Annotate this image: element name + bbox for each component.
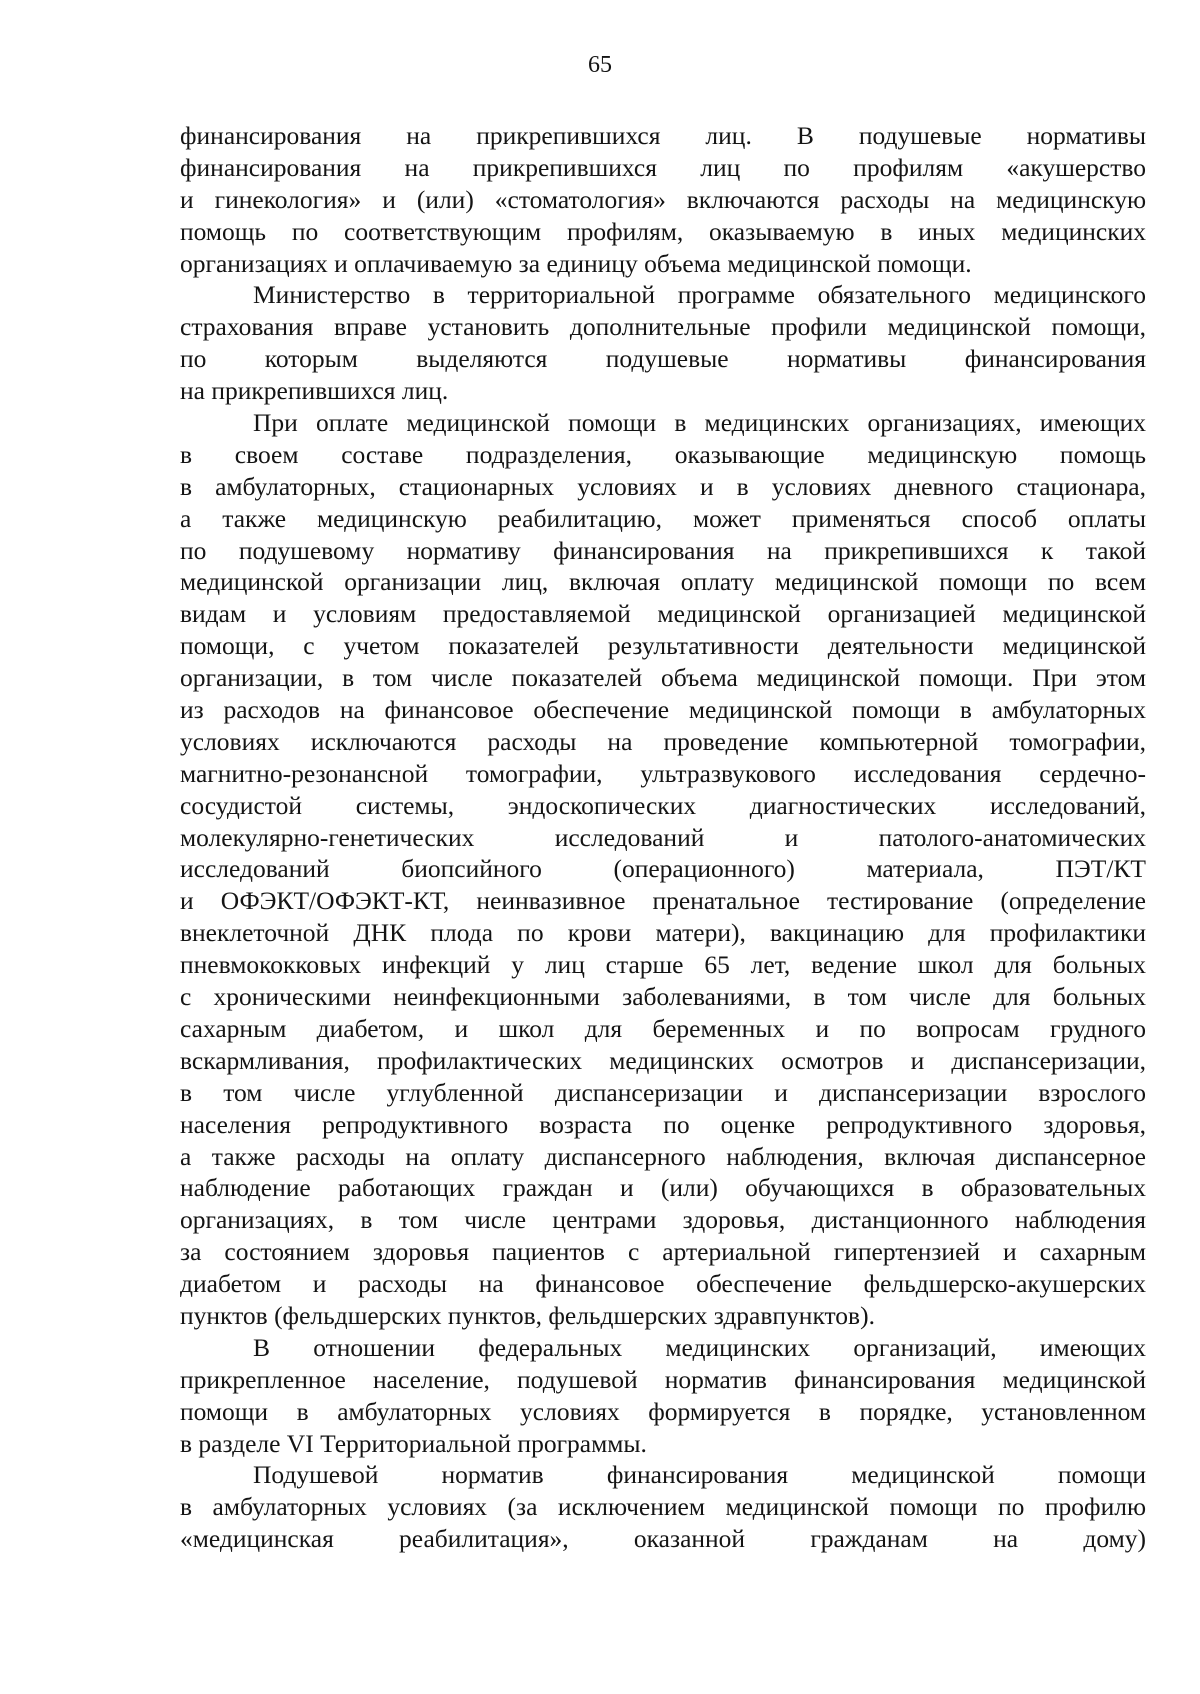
text-line: пунктов (фельдшерских пунктов, фельдшерских здравпунктов). [180,1300,875,1330]
text-line: Подушевой норматив финансирования медицинской помощи [253,1460,1146,1490]
text-line: за состоянием здоровья пациентов с артериальной гипертензией и сахарным [180,1237,1146,1267]
text-line: В отношении федеральных медицинских организаций, имеющих [253,1332,1146,1362]
text-line: молекулярно-генетических исследований и патолого-анатомических [180,822,1146,852]
text-line: по которым выделяются подушевые нормативы финансирования [180,344,1146,374]
text-line: а также медицинскую реабилитацию, может применяться способ оплаты [180,503,1146,533]
paragraph [180,1459,1146,1555]
text-line: страхования вправе установить дополнительные профили медицинской помощи, [180,312,1146,342]
text-line: видам и условиям предоставляемой медицинской организацией медицинской [180,599,1146,629]
text-line: организациях и оплачиваемую за единицу объема медицинской помощи. [180,248,972,278]
text-line: а также расходы на оплату диспансерного наблюдения, включая диспансерное [180,1141,1146,1171]
paragraph [180,1332,1146,1460]
text-line: медицинской организации лиц, включая оплату медицинской помощи по всем [180,567,1146,597]
text-line: в разделе VI Территориальной программы. [180,1428,647,1458]
text-line: в своем составе подразделения, оказывающие медицинскую помощь [180,439,1146,469]
text-line: и ОФЭКТ/ОФЭКТ-КТ, неинвазивное пренатальное тестирование (определение [180,886,1146,916]
text-line: помощи, с учетом показателей результативности деятельности медицинской [180,631,1146,661]
text-line: в том числе углубленной диспансеризации и диспансеризации взрослого [180,1077,1146,1107]
page-number: 65 [588,52,612,78]
text-line: внеклеточной ДНК плода по крови матери), вакцинацию для профилактики [180,918,1146,948]
text-line: вскармливания, профилактических медицинских осмотров и диспансеризации, [180,1045,1146,1075]
paragraph [180,120,1146,279]
paragraph [180,279,1146,407]
text-line: условиях исключаются расходы на проведение компьютерной томографии, [180,726,1146,756]
text-line: пневмококковых инфекций у лиц старше 65 лет, ведение школ для больных [180,950,1146,980]
text-line: «медицинская реабилитация», оказанной гражданам на дому) [180,1524,1146,1554]
text-line: магнитно-резонансной томографии, ультразвукового исследования сердечно- [180,758,1146,788]
text-line: в амбулаторных условиях (за исключением медицинской помощи по профилю [180,1492,1146,1522]
text-line: по подушевому нормативу финансирования на прикрепившихся к такой [180,535,1146,565]
text-line: помощь по соответствующим профилям, оказываемую в иных медицинских [180,216,1146,246]
text-line: организациях, в том числе центрами здоровья, дистанционного наблюдения [180,1205,1146,1235]
text-line: наблюдение работающих граждан и (или) обучающихся в образовательных [180,1173,1146,1203]
text-line: прикрепленное население, подушевой норматив финансирования медицинской [180,1364,1146,1394]
document-body [180,120,1146,1555]
paragraph [180,407,1146,1332]
text-line: населения репродуктивного возраста по оценке репродуктивного здоровья, [180,1109,1146,1139]
text-line: сахарным диабетом, и школ для беременных и по вопросам грудного [180,1013,1146,1043]
text-line: организации, в том числе показателей объема медицинской помощи. При этом [180,663,1146,693]
text-line: диабетом и расходы на финансовое обеспечение фельдшерско-акушерских [180,1269,1146,1299]
text-line: сосудистой системы, эндоскопических диагностических исследований, [180,790,1146,820]
text-line: помощи в амбулаторных условиях формируется в порядке, установленном [180,1396,1146,1426]
text-line: на прикрепившихся лиц. [180,376,449,406]
text-line: финансирования на прикрепившихся лиц. В подушевые нормативы [180,121,1146,150]
text-line: и гинекология» и (или) «стоматология» включаются расходы на медицинскую [180,184,1146,214]
text-line: в амбулаторных, стационарных условиях и в условиях дневного стационара, [180,471,1146,501]
text-line: с хроническими неинфекционными заболеваниями, в том числе для больных [180,982,1146,1012]
text-line: исследований биопсийного (операционного) материала, ПЭТ/КТ [180,854,1146,884]
text-line: Министерство в территориальной программе обязательного медицинского [253,280,1146,310]
text-line: из расходов на финансовое обеспечение медицинской помощи в амбулаторных [180,695,1146,725]
text-line: финансирования на прикрепившихся лиц по профилям «акушерство [180,152,1146,182]
text-line: При оплате медицинской помощи в медицинских организациях, имеющих [253,408,1146,438]
